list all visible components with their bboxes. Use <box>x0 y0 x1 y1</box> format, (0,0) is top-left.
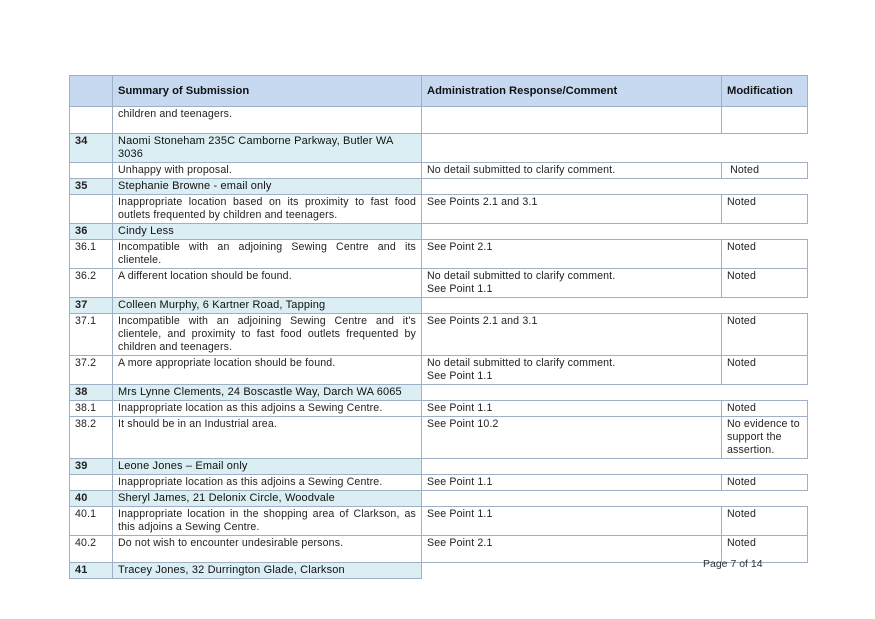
blank-cell <box>422 298 808 314</box>
submitter-name: Tracey Jones, 32 Durrington Glade, Clarkson <box>113 563 422 579</box>
row-modification: Noted <box>722 240 808 269</box>
row-response: See Point 2.1 <box>422 240 722 269</box>
table-row <box>70 507 808 536</box>
row-summary: Inappropriate location as this adjoins a Sewing Centre. <box>113 475 422 491</box>
submitter-row <box>70 298 808 314</box>
submitter-row <box>70 179 808 195</box>
submitter-name: Stephanie Browne - email only <box>113 179 422 195</box>
row-summary: Unhappy with proposal. <box>113 163 422 179</box>
row-summary: Inappropriate location in the shopping area of Clarkson, as this adjoins a Sewing Centre. <box>113 507 422 536</box>
submissions-table <box>69 75 808 579</box>
row-summary: It should be in an Industrial area. <box>113 417 422 459</box>
row-summary: children and teenagers. <box>113 107 422 134</box>
row-modification: No evidence to support the assertion. <box>722 417 808 459</box>
row-response: No detail submitted to clarify comment. See Point 1.1 <box>422 356 722 385</box>
submitter-name: Mrs Lynne Clements, 24 Boscastle Way, Darch WA 6065 <box>113 385 422 401</box>
submitter-number: 35 <box>70 179 113 195</box>
row-number <box>70 475 113 491</box>
row-response: See Point 1.1 <box>422 507 722 536</box>
row-modification: Noted <box>722 536 808 563</box>
row-response: See Point 2.1 <box>422 536 722 563</box>
submitter-name: Naomi Stoneham 235C Camborne Parkway, Butler WA 3036 <box>113 134 422 163</box>
row-number <box>70 163 113 179</box>
row-response: See Point 1.1 <box>422 475 722 491</box>
table-row <box>70 475 808 491</box>
submitter-number: 37 <box>70 298 113 314</box>
header-modification: Modification <box>722 76 808 107</box>
row-number: 37.2 <box>70 356 113 385</box>
header-response: Administration Response/Comment <box>422 76 722 107</box>
table-row <box>70 107 808 134</box>
row-number: 37.1 <box>70 314 113 356</box>
row-response: See Points 2.1 and 3.1 <box>422 195 722 224</box>
row-modification: Noted <box>722 507 808 536</box>
table-row <box>70 195 808 224</box>
submitter-number: 39 <box>70 459 113 475</box>
row-modification: Noted <box>722 269 808 298</box>
submitter-row <box>70 224 808 240</box>
table-row <box>70 401 808 417</box>
row-response: See Points 2.1 and 3.1 <box>422 314 722 356</box>
row-summary: Incompatible with an adjoining Sewing Centre and its clientele. <box>113 240 422 269</box>
row-modification: Noted <box>722 314 808 356</box>
submitter-number: 41 <box>70 563 113 579</box>
page-number: Page 7 of 14 <box>703 558 763 570</box>
submitter-name: Leone Jones – Email only <box>113 459 422 475</box>
row-number: 38.2 <box>70 417 113 459</box>
row-modification: Noted <box>722 356 808 385</box>
row-modification: Noted <box>722 195 808 224</box>
row-summary: A different location should be found. <box>113 269 422 298</box>
submitter-name: Sheryl James, 21 Delonix Circle, Woodvale <box>113 491 422 507</box>
blank-cell <box>422 459 808 475</box>
row-response: See Point 10.2 <box>422 417 722 459</box>
row-response <box>422 107 722 134</box>
row-modification: Noted <box>722 401 808 417</box>
table-header-row <box>70 76 808 107</box>
row-summary: Inappropriate location based on its proximity to fast food outlets frequented by children and teenagers. <box>113 195 422 224</box>
header-number <box>70 76 113 107</box>
header-summary: Summary of Submission <box>113 76 422 107</box>
row-summary: Incompatible with an adjoining Sewing Centre and it's clientele, and proximity to fast food outlets frequented by children and teenagers. <box>113 314 422 356</box>
table-row <box>70 269 808 298</box>
submitter-number: 36 <box>70 224 113 240</box>
row-number: 38.1 <box>70 401 113 417</box>
row-number: 40.1 <box>70 507 113 536</box>
blank-cell <box>422 385 808 401</box>
submitter-name: Cindy Less <box>113 224 422 240</box>
submitter-number: 34 <box>70 134 113 163</box>
row-response: No detail submitted to clarify comment. See Point 1.1 <box>422 269 722 298</box>
row-response: No detail submitted to clarify comment. <box>422 163 722 179</box>
row-number <box>70 107 113 134</box>
blank-cell <box>422 179 808 195</box>
row-summary: Do not wish to encounter undesirable persons. <box>113 536 422 563</box>
table-row <box>70 536 808 563</box>
row-summary: Inappropriate location as this adjoins a Sewing Centre. <box>113 401 422 417</box>
submitter-row <box>70 563 808 579</box>
submitter-number: 38 <box>70 385 113 401</box>
table-row <box>70 314 808 356</box>
row-modification: Noted <box>722 475 808 491</box>
table-row <box>70 356 808 385</box>
row-response: See Point 1.1 <box>422 401 722 417</box>
submitter-row <box>70 385 808 401</box>
table-row <box>70 240 808 269</box>
row-modification <box>722 107 808 134</box>
row-number <box>70 195 113 224</box>
blank-cell <box>422 134 808 163</box>
submitter-row <box>70 459 808 475</box>
row-modification: Noted <box>722 163 808 179</box>
table-row <box>70 417 808 459</box>
submitter-number: 40 <box>70 491 113 507</box>
row-number: 40.2 <box>70 536 113 563</box>
submitter-row <box>70 134 808 163</box>
row-number: 36.2 <box>70 269 113 298</box>
table-row <box>70 163 808 179</box>
row-number: 36.1 <box>70 240 113 269</box>
blank-cell <box>422 224 808 240</box>
row-summary: A more appropriate location should be found. <box>113 356 422 385</box>
submitter-row <box>70 491 808 507</box>
submitter-name: Colleen Murphy, 6 Kartner Road, Tapping <box>113 298 422 314</box>
blank-cell <box>422 491 808 507</box>
